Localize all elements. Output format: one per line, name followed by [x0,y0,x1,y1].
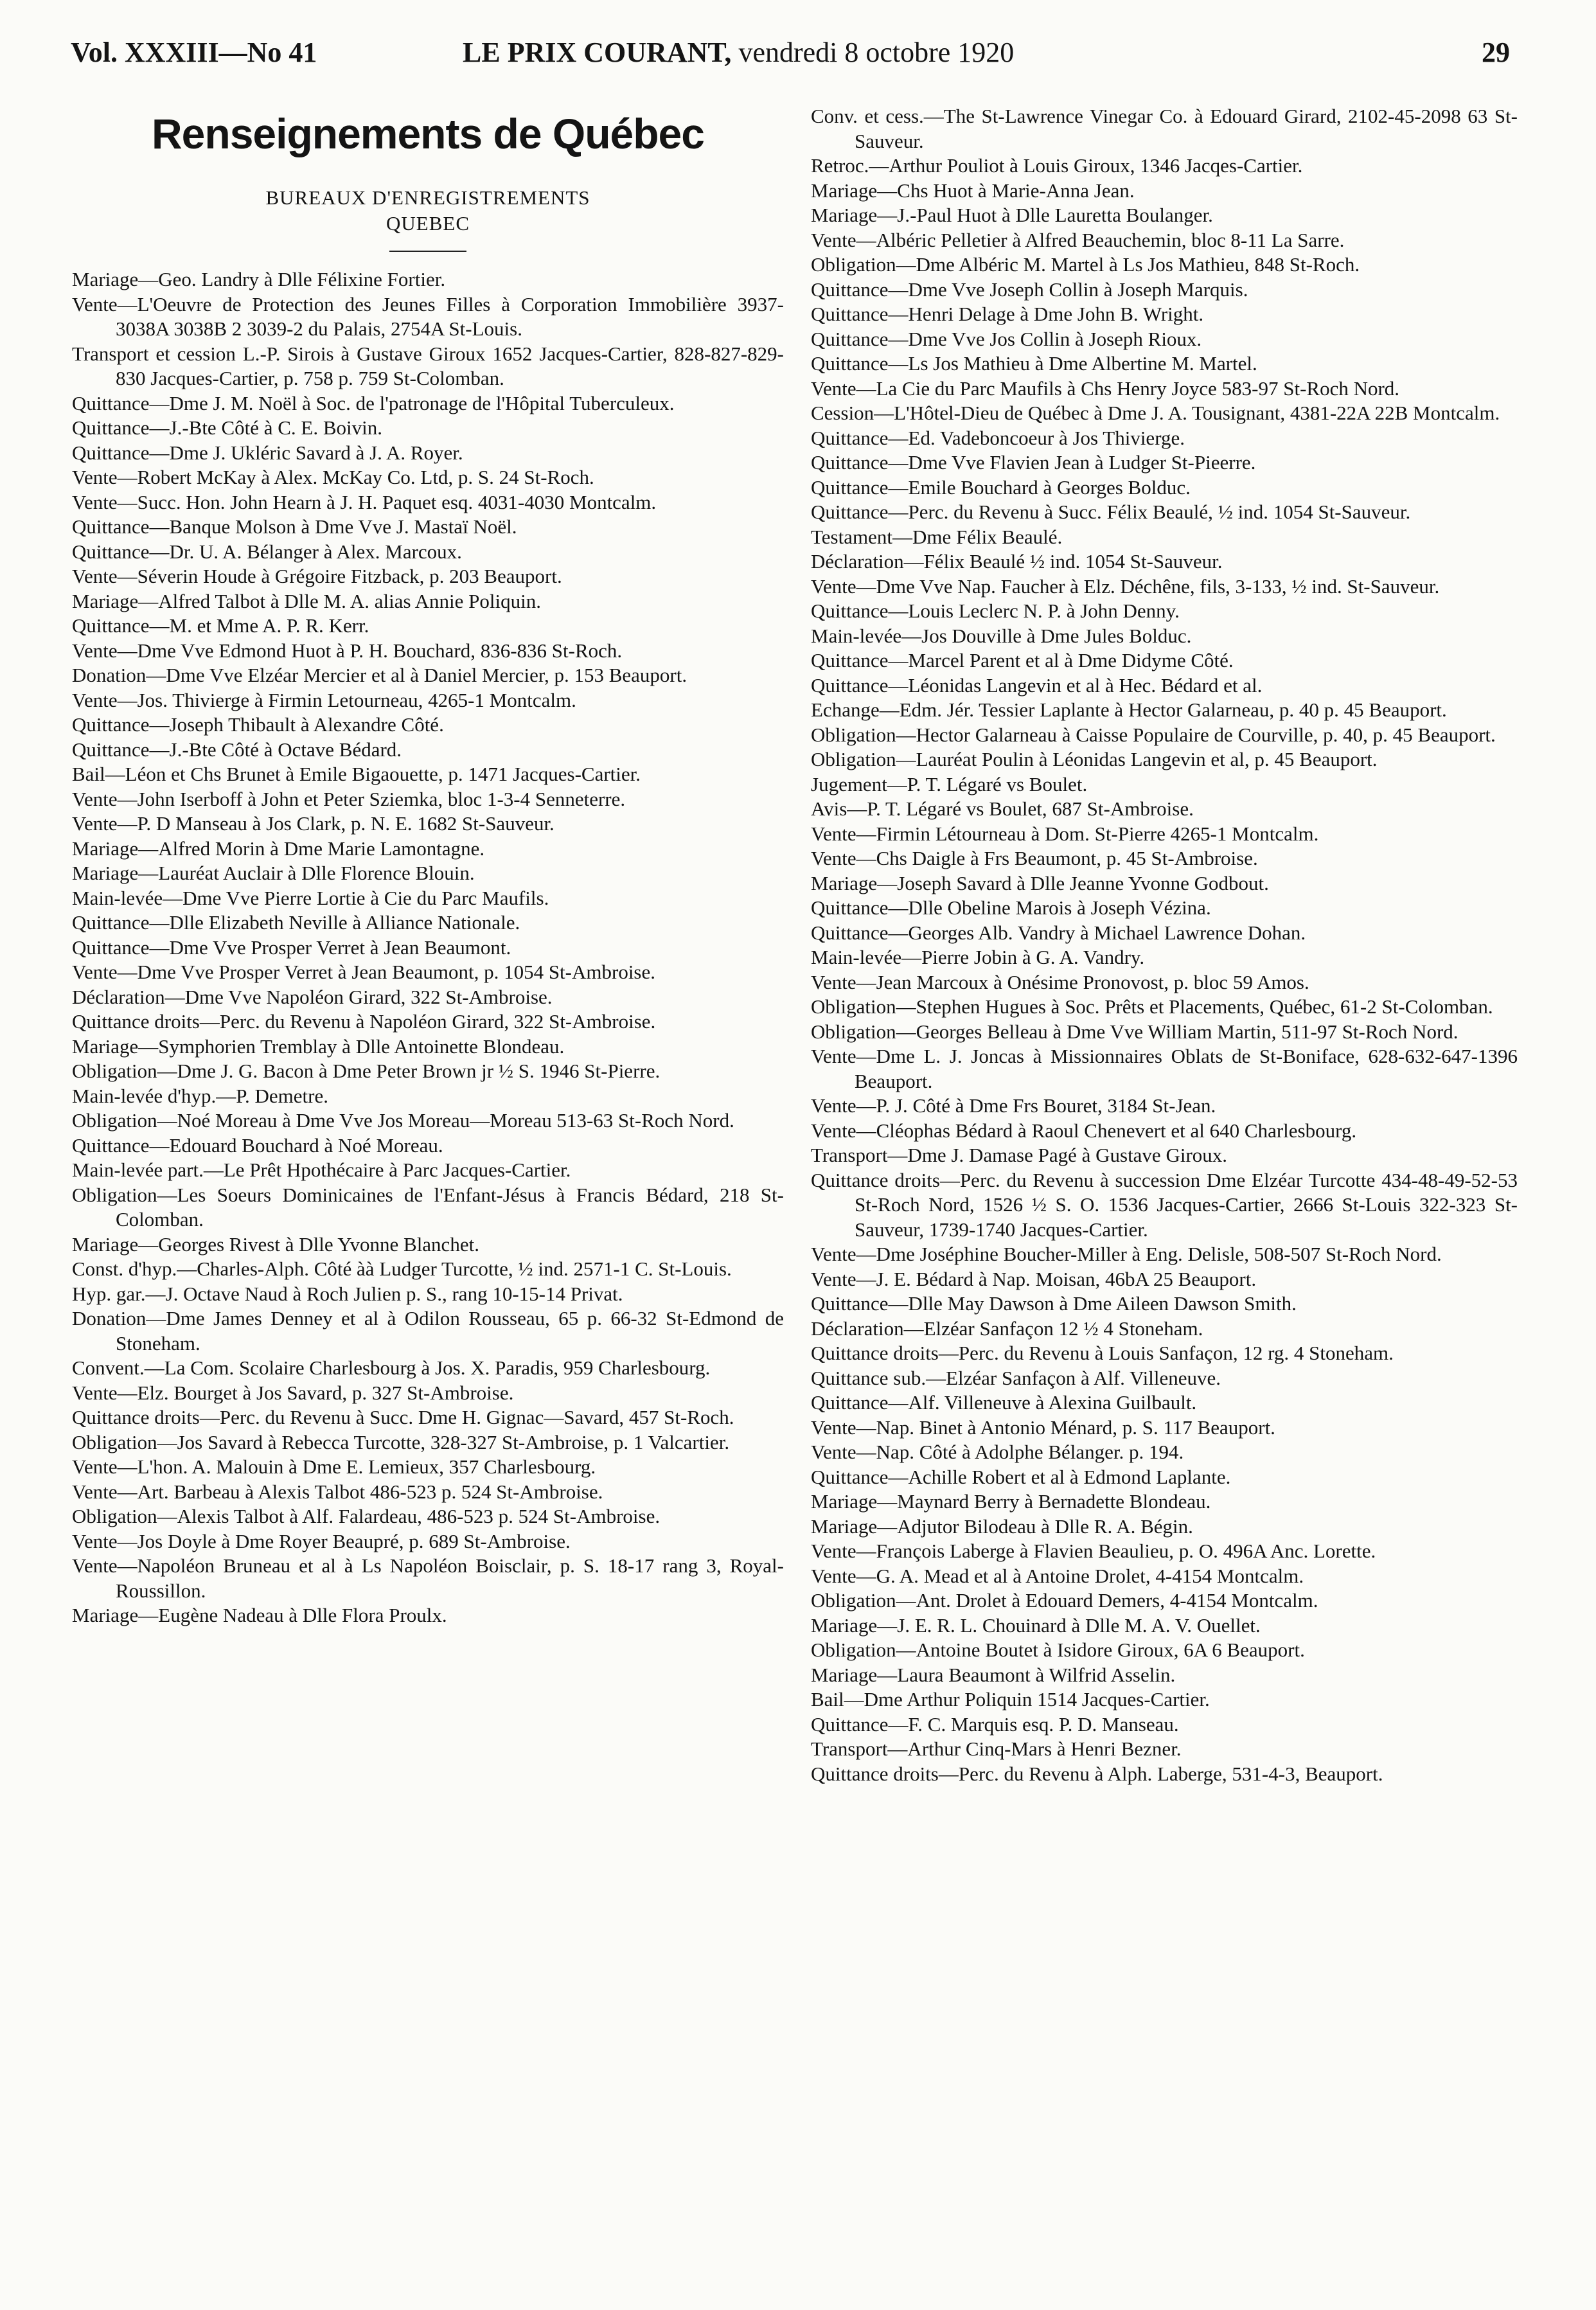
registry-entry: Quittance—Perc. du Revenu à Succ. Félix Beaulé, ½ ind. 1054 St-Sauveur. [811,501,1411,523]
registry-entry: Obligation—Dme J. G. Bacon à Dme Peter Brown jr ½ S. 1946 St-Pierre. [72,1060,661,1082]
registry-entry: Vente—Elz. Bourget à Jos Savard, p. 327 St-Ambroise. [72,1381,514,1404]
registry-entry: Quittance—Dlle Obeline Marois à Joseph Vézina. [811,896,1211,919]
bureau-city: QUEBEC [386,212,470,235]
registry-entry: Déclaration—Dme Vve Napoléon Girard, 322 St-Ambroise. [72,985,553,1008]
registry-entry: Transport et cession L.-P. Sirois à Gustave Giroux 1652 Jacques-Cartier, 828-827-829-830 Jacques-Cartier, p. 758 p. 759 St-Colomban. [72,342,784,389]
registry-entry: Mariage—Lauréat Auclair à Dlle Florence Blouin. [72,862,475,884]
registry-entry: Quittance—Dme Vve Flavien Jean à Ludger St-Pieerre. [811,451,1256,474]
registry-entry: Obligation—Noé Moreau à Dme Vve Jos Moreau—Moreau 513-63 St-Roch Nord. [72,1109,734,1132]
registry-entry: Vente—Dme Vve Nap. Faucher à Elz. Déchêne, fils, 3-133, ½ ind. St-Sauveur. [811,574,1440,598]
registry-entry: Donation—Dme James Denney et al à Odilon Rousseau, 65 p. 66-32 St-Edmond de Stoneham. [72,1307,784,1355]
registry-entry: Main-levée—Pierre Jobin à G. A. Vandry. [811,946,1145,968]
registry-entry: Quittance—F. C. Marquis esq. P. D. Manseau. [811,1712,1179,1736]
right-entries-list [811,104,1518,1786]
registry-entry: Quittance—Dme Vve Prosper Verret à Jean Beaumont. [72,936,511,959]
registry-entry: Vente—P. D Manseau à Jos Clark, p. N. E. 1682 St-Sauveur. [72,812,554,835]
registry-entry: Vente—Séverin Houde à Grégoire Fitzback, p. 203 Beauport. [72,565,562,587]
registry-entry: Obligation—Jos Savard à Rebecca Turcotte, 328-327 St-Ambroise, p. 1 Valcartier. [72,1430,730,1453]
registry-entry: Déclaration—Elzéar Sanfaçon 12 ½ 4 Stoneham. [811,1317,1203,1340]
registry-entry: Quittance—Georges Alb. Vandry à Michael Lawrence Dohan. [811,921,1306,944]
registry-entry: Main-levée part.—Le Prêt Hpothécaire à Parc Jacques-Cartier. [72,1159,571,1181]
registry-entry: Vente—Chs Daigle à Frs Beaumont, p. 45 St-Ambroise. [811,847,1258,869]
registry-entry: Quittance—J.-Bte Côté à Octave Bédard. [72,738,402,761]
registry-entry: Vente—G. A. Mead et al à Antoine Drolet, 4-4154 Montcalm. [811,1564,1304,1587]
registry-entry: Quittance—Dme Vve Jos Collin à Joseph Rioux. [811,327,1202,350]
registry-entry: Quittance—Dlle May Dawson à Dme Aileen Dawson Smith. [811,1292,1297,1315]
registry-entry: Const. d'hyp.—Charles-Alph. Côté àà Ludger Turcotte, ½ ind. 2571-1 C. St-Louis. [72,1257,732,1280]
registry-entry: Jugement—P. T. Légaré vs Boulet. [811,772,1088,795]
registry-entry: Transport—Arthur Cinq-Mars à Henri Bezner. [811,1737,1182,1760]
section-divider [389,251,466,252]
registry-entry: Hyp. gar.—J. Octave Naud à Roch Julien p. S., rang 10-15-14 Privat. [72,1282,623,1305]
registry-entry: Vente—Albéric Pelletier à Alfred Beauchemin, bloc 8-11 La Sarre. [811,228,1345,251]
registry-entry: Quittance—Marcel Parent et al à Dme Didyme Côté. [811,649,1234,671]
registry-entry: Quittance—Achille Robert et al à Edmond Laplante. [811,1465,1231,1488]
registry-entry: Quittance droits—Perc. du Revenu à succession Dme Elzéar Turcotte 434-48-49-52-53 St-Roch Nord, 1526 ½ S. O. 1536 Jacques-Cartier, 2666 St-Louis 322-323 St-Sauveur, 1739-1740 Jacques-Cartier. [811,1168,1518,1241]
registry-entry: Obligation—Stephen Hugues à Soc. Prêts et Placements, Québec, 61-2 St-Colomban. [811,995,1493,1018]
registry-entry: Obligation—Antoine Boutet à Isidore Giroux, 6A 6 Beauport. [811,1639,1305,1661]
registry-entry: Obligation—Dme Albéric M. Martel à Ls Jos Mathieu, 848 St-Roch. [811,253,1360,276]
registry-entry: Quittance sub.—Elzéar Sanfaçon à Alf. Villeneuve. [811,1366,1221,1389]
registry-entry: Transport—Dme J. Damase Pagé à Gustave Giroux. [811,1144,1228,1166]
registry-entry: Vente—Dme Vve Edmond Huot à P. H. Bouchard, 836-836 St-Roch. [72,639,623,662]
registry-entry: Quittance—Henri Delage à Dme John B. Wright. [811,303,1204,325]
registry-entry: Vente—Dme Vve Prosper Verret à Jean Beaumont, p. 1054 St-Ambroise. [72,961,656,983]
journal-name: LE PRIX COURANT, [463,37,732,68]
registry-entry: Obligation—Lauréat Poulin à Léonidas Langevin et al, p. 45 Beauport. [811,748,1378,770]
registry-entry: Mariage—Joseph Savard à Dlle Jeanne Yvonne Godbout. [811,871,1269,894]
registry-entry: Vente—François Laberge à Flavien Beaulieu, p. O. 496A Anc. Lorette. [811,1540,1376,1562]
registry-entry: Vente—J. E. Bédard à Nap. Moisan, 46bA 25 Beauport. [811,1267,1257,1290]
page-number: 29 [1482,37,1510,68]
registry-entry: Mariage—Symphorien Tremblay à Dlle Antoinette Blondeau. [72,1035,565,1058]
registry-entry: Vente—Nap. Binet à Antonio Ménard, p. S. 117 Beauport. [811,1416,1275,1439]
registry-entry: Bail—Dme Arthur Poliquin 1514 Jacques-Cartier. [811,1688,1210,1710]
registry-entry: Obligation—Alexis Talbot à Alf. Falardeau, 486-523 p. 524 St-Ambroise. [72,1505,661,1527]
registry-entry: Obligation—Hector Galarneau à Caisse Populaire de Courville, p. 40, p. 45 Beauport. [811,723,1496,746]
registry-entry: Obligation—Ant. Drolet à Edouard Demers, 4-4154 Montcalm. [811,1589,1318,1612]
registry-entry: Vente—L'Oeuvre de Protection des Jeunes Filles à Corporation Immobilière 3937-3038A 3038B 2 3039-2 du Palais, 2754A St-Louis. [72,292,784,340]
registry-entry: Quittance droits—Perc. du Revenu à Louis Sanfaçon, 12 rg. 4 Stoneham. [811,1342,1394,1364]
registry-entry: Vente—Jos Doyle à Dme Royer Beaupré, p. 689 St-Ambroise. [72,1529,571,1552]
registry-entry: Vente—John Iserboff à John et Peter Sziemka, bloc 1-3-4 Senneterre. [72,787,626,810]
registry-entry: Main-levée—Dme Vve Pierre Lortie à Cie du Parc Maufils. [72,886,549,909]
registry-entry: Avis—P. T. Légaré vs Boulet, 687 St-Ambroise. [811,797,1194,820]
registry-entry: Donation—Dme Vve Elzéar Mercier et al à Daniel Mercier, p. 153 Beauport. [72,664,687,686]
registry-entry: Quittance—Dlle Elizabeth Neville à Alliance Nationale. [72,911,520,934]
registry-entry: Testament—Dme Félix Beaulé. [811,525,1063,548]
registry-entry: Quittance droits—Perc. du Revenu à Alph. Laberge, 531-4-3, Beauport. [811,1762,1383,1785]
left-column [72,103,784,1628]
registry-entry: Main-levée—Jos Douville à Dme Jules Bolduc. [811,624,1192,647]
registry-entry: Retroc.—Arthur Pouliot à Louis Giroux, 1346 Jacqes-Cartier. [811,154,1303,177]
registry-entry: Convent.—La Com. Scolaire Charlesbourg à Jos. X. Paradis, 959 Charlesbourg. [72,1356,711,1379]
registry-entry: Vente—La Cie du Parc Maufils à Chs Henry Joyce 583-97 St-Roch Nord. [811,377,1400,400]
registry-entry: Bail—Léon et Chs Brunet à Emile Bigaouette, p. 1471 Jacques-Cartier. [72,763,641,785]
registry-entry: Mariage—J.-Paul Huot à Dlle Lauretta Boulanger. [811,204,1213,226]
registry-entry: Vente—Dme L. J. Joncas à Missionnaires Oblats de St-Boniface, 628-632-647-1396 Beauport. [811,1045,1518,1092]
registry-entry: Mariage—Alfred Morin à Dme Marie Lamontagne. [72,837,485,860]
registry-entry: Echange—Edm. Jér. Tessier Laplante à Hector Galarneau, p. 40 p. 45 Beauport. [811,698,1447,721]
registry-entry: Vente—P. J. Côté à Dme Frs Bouret, 3184 St-Jean. [811,1094,1216,1117]
registry-entry: Mariage—Eugène Nadeau à Dlle Flora Proulx. [72,1604,447,1626]
section-title: Renseignements de Québec [152,110,704,157]
registry-entry: Quittance droits—Perc. du Revenu à Succ. Dme H. Gignac—Savard, 457 St-Roch. [72,1406,734,1428]
bureau-heading: BUREAUX D'ENREGISTREMENTS [265,186,590,209]
registry-entry: Quittance—J.-Bte Côté à C. E. Boivin. [72,416,383,439]
registry-entry: Vente—Succ. Hon. John Hearn à J. H. Paquet esq. 4031-4030 Montcalm. [72,490,657,513]
registry-entry: Quittance—Alf. Villeneuve à Alexina Guilbault. [811,1391,1197,1414]
page-header [71,36,1510,81]
registry-entry: Mariage—Alfred Talbot à Dlle M. A. alias Annie Poliquin. [72,589,541,612]
registry-entry: Quittance—Louis Leclerc N. P. à John Denny. [811,600,1180,622]
registry-entry: Obligation—Georges Belleau à Dme Vve William Martin, 511-97 St-Roch Nord. [811,1020,1459,1043]
registry-entry: Mariage—Adjutor Bilodeau à Dlle R. A. Bégin. [811,1515,1193,1538]
registry-entry: Mariage—Chs Huot à Marie-Anna Jean. [811,179,1135,202]
registry-entry: Quittance—Léonidas Langevin et al à Hec. Bédard et al. [811,673,1263,697]
registry-entry: Mariage—Georges Rivest à Dlle Yvonne Blanchet. [72,1232,479,1256]
registry-entry: Vente—Robert McKay à Alex. McKay Co. Ltd, p. S. 24 St-Roch. [72,466,594,488]
registry-entry: Quittance—Emile Bouchard à Georges Bolduc. [811,475,1191,499]
registry-entry: Mariage—Maynard Berry à Bernadette Blondeau. [811,1490,1211,1513]
masthead [463,36,1014,69]
registry-entry: Vente—Nap. Côté à Adolphe Bélanger. p. 194. [811,1441,1184,1463]
registry-entry: Mariage—J. E. R. L. Chouinard à Dlle M. A. V. Ouellet. [811,1613,1261,1637]
registry-entry: Vente—Cléophas Bédard à Raoul Chenevert et al 640 Charlesbourg. [811,1119,1357,1142]
registry-entry: Quittance—Dr. U. A. Bélanger à Alex. Marcoux. [72,540,462,563]
registry-entry: Quittance—Banque Molson à Dme Vve J. Mastaï Noël. [72,515,517,538]
registry-entry: Quittance—M. et Mme A. P. R. Kerr. [72,614,369,637]
registry-entry: Quittance—Edouard Bouchard à Noé Moreau. [72,1133,443,1157]
registry-entry: Vente—L'hon. A. Malouin à Dme E. Lemieux, 357 Charlesbourg. [72,1455,596,1478]
registry-entry: Vente—Dme Joséphine Boucher-Miller à Eng. Delisle, 508-507 St-Roch Nord. [811,1243,1442,1265]
right-column [811,104,1518,1786]
registry-entry: Cession—L'Hôtel-Dieu de Québec à Dme J. A. Tousignant, 4381-22A 22B Montcalm. [811,402,1500,424]
registry-entry: Obligation—Les Soeurs Dominicaines de l'Enfant-Jésus à Francis Bédard, 218 St-Colomban. [72,1183,784,1231]
registry-entry: Main-levée d'hyp.—P. Demetre. [72,1084,329,1107]
registry-entry: Vente—Firmin Létourneau à Dom. St-Pierre 4265-1 Montcalm. [811,822,1319,845]
registry-entry: Quittance—Ed. Vadeboncoeur à Jos Thivierge. [811,426,1185,449]
registry-entry: Quittance—Dme J. M. Noël à Soc. de l'patronage de l'Hôpital Tuberculeux. [72,391,675,414]
registry-entry: Vente—Art. Barbeau à Alexis Talbot 486-523 p. 524 St-Ambroise. [72,1480,603,1503]
registry-entry: Vente—Jean Marcoux à Onésime Pronovost, p. bloc 59 Amos. [811,970,1309,993]
registry-entry: Vente—Napoléon Bruneau et al à Ls Napoléon Boisclair, p. S. 18-17 rang 3, Royal-Roussillon. [72,1554,784,1602]
registry-entry: Quittance—Dme J. Ukléric Savard à J. A. Royer. [72,441,463,464]
registry-entry: Quittance droits—Perc. du Revenu à Napoléon Girard, 322 St-Ambroise. [72,1010,656,1033]
left-entries-list [72,267,784,1628]
registry-entry: Quittance—Ls Jos Mathieu à Dme Albertine M. Martel. [811,352,1257,375]
registry-entry: Mariage—Laura Beaumont à Wilfrid Asselin. [811,1663,1176,1686]
registry-entry: Mariage—Geo. Landry à Dlle Félixine Fortier. [72,268,446,290]
registry-entry: Conv. et cess.—The St-Lawrence Vinegar Co. à Edouard Girard, 2102-45-2098 63 St-Sauveur. [811,105,1518,152]
issue-date: vendredi 8 octobre 1920 [731,37,1015,68]
registry-entry: Déclaration—Félix Beaulé ½ ind. 1054 St-Sauveur. [811,550,1223,573]
registry-entry: Vente—Jos. Thivierge à Firmin Letourneau, 4265-1 Montcalm. [72,688,576,711]
volume-number: Vol. XXXIII—No 41 [71,37,317,68]
registry-entry: Quittance—Dme Vve Joseph Collin à Joseph Marquis. [811,278,1248,301]
registry-entry: Quittance—Joseph Thibault à Alexandre Côté. [72,713,444,736]
